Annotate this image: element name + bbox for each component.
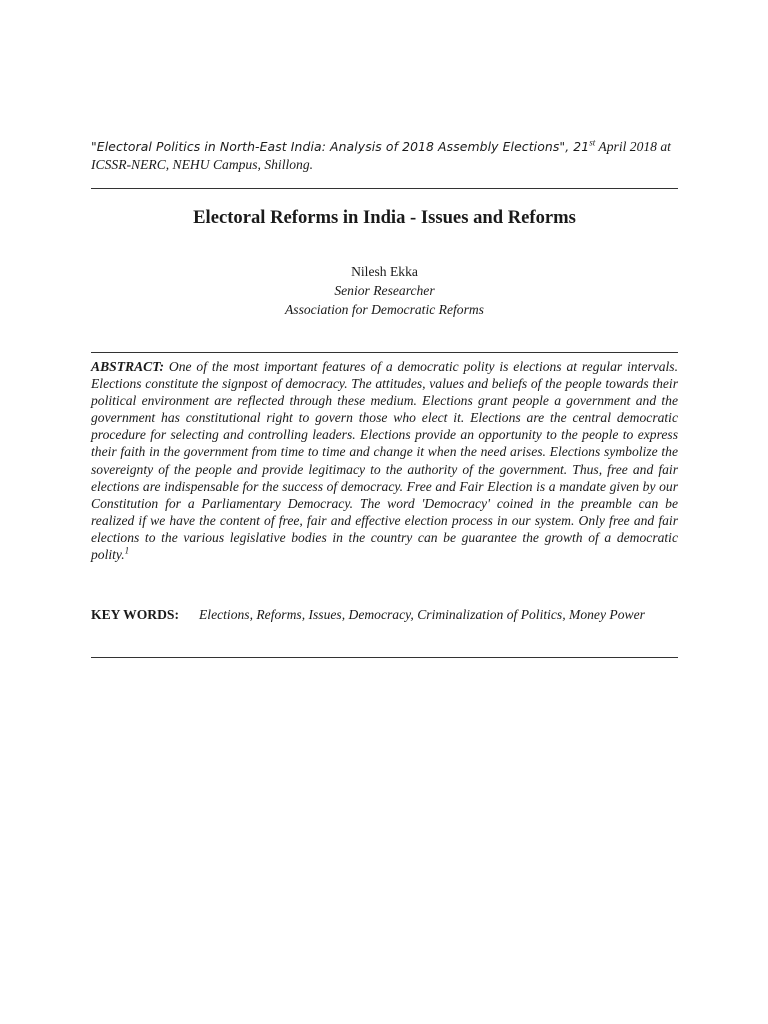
footnote-ref: 1: [124, 545, 130, 556]
author-role: Senior Researcher: [334, 283, 435, 298]
paper-page: [91, 0, 678, 1024]
abstract-text: One of the most important features of a democratic polity is elections at regular intervals. Elections constitute the signpost of democracy. The attitudes, values and beliefs of the people towards their political environment are reflected through these medium. Elections grant people a government and the government has constitutional right to govern those who elect it. Elections are the central democratic procedure for selecting and controlling leaders. Elections provide an opportunity to the people to express their faith in the government from time to time and change it when the need arises. Elections symbolize the sovereignty of the people and provide legitimacy to the authority of the government. Thus, free and fair elections are indispensable for the success of democracy. Free and Fair Election is a mandate given by our Constitution for a Parliamentary Democracy. The word 'Democracy' coined in the preamble can be realized if we have the content of free, fair and effective election process in our system. Only free and fair elections to the various legislative bodies in the country can be guarantee the growth of a democratic polity.: [91, 359, 678, 563]
abstract: [91, 358, 678, 563]
conference-title: "Electoral Politics in North-East India: Analysis of 2018 Assembly Elections": [91, 139, 566, 154]
divider-bottom: [91, 657, 678, 658]
date-superscript: st: [589, 137, 596, 148]
keywords-text: Elections, Reforms, Issues, Democracy, Criminalization of Politics, Money Power: [199, 607, 645, 622]
date-prefix: , 21: [565, 139, 590, 154]
author-organization: Association for Democratic Reforms: [285, 302, 484, 317]
author-block: [91, 262, 678, 319]
conference-header: [91, 138, 678, 174]
paper-title: Electoral Reforms in India - Issues and Reforms: [193, 207, 576, 228]
divider-top: [91, 188, 678, 189]
divider-abstract: [91, 352, 678, 353]
keywords-label: KEY WORDS:: [91, 607, 179, 622]
abstract-label: ABSTRACT:: [91, 359, 165, 374]
date-venue: April 2018 at ICSSR-NERC, NEHU Campus, Shillong.: [91, 139, 671, 172]
keywords: [91, 606, 678, 623]
author-name: Nilesh Ekka: [351, 264, 418, 279]
